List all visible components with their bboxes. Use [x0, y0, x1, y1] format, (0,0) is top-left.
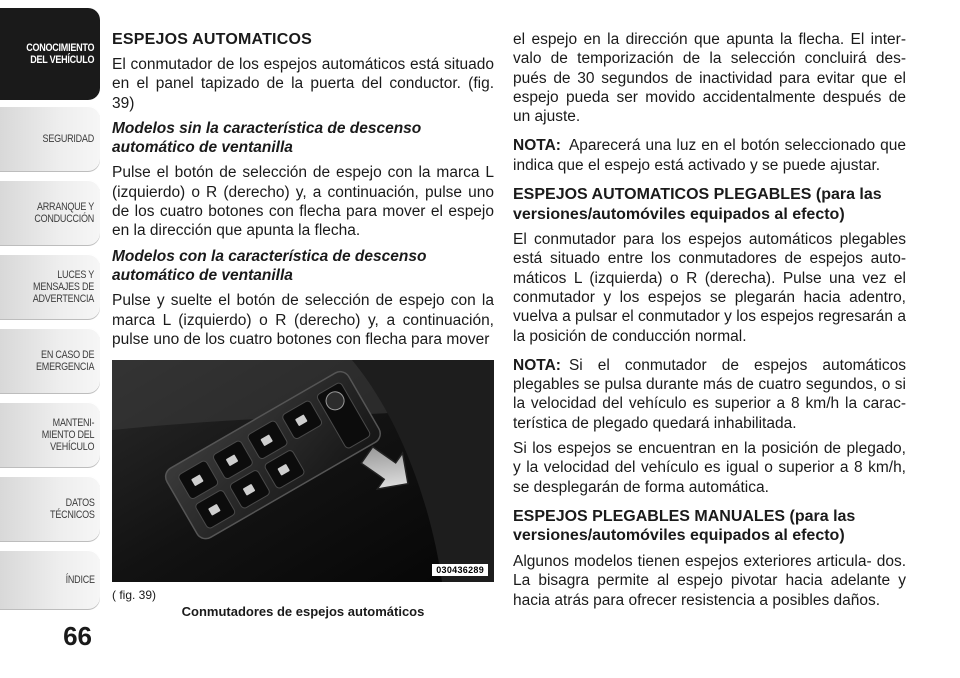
tab-label: MANTENI- MIENTO DEL VEHÍCULO [41, 417, 95, 453]
tab-label: ÍNDICE [65, 574, 95, 586]
tab-label: CONOCIMIENTO DEL VEHÍCULO [26, 42, 95, 66]
body-paragraph: El conmutador para los espejos automáticos plegables está situado entre los conmutadores de espejos auto- máticos L (izquierda) o R (derecha). Pulse una vez el conmutador y los espejos se plegarán hacia adentro, vuelva a pulsar el conmutador y los espejos regresarán a la posición de conducción normal. [513, 231, 906, 345]
tab-datos-tecnicos[interactable] [0, 476, 100, 542]
tab-seguridad[interactable] [0, 106, 100, 172]
note-label: NOTA: [513, 137, 561, 155]
tab-label: ARRANQUE Y CONDUCCIÓN [34, 201, 95, 225]
section-heading: ESPEJOS AUTOMATICOS [112, 31, 312, 48]
tab-mantenimiento[interactable] [0, 402, 100, 468]
tab-en-caso-de-emergencia[interactable] [0, 328, 100, 394]
note-paragraph [513, 356, 906, 433]
note-paragraph [513, 136, 906, 175]
section-heading: ESPEJOS PLEGABLES MANUALES (para las versiones/automóviles equipados al efecto) [513, 507, 856, 545]
right-column [513, 30, 906, 616]
intro-paragraph: El conmutador de los espejos automáticos está situado en el panel tapizado de la puerta del conductor. (fig. 39) [112, 56, 494, 112]
mirror-switch-photo [112, 360, 494, 582]
note-text: Si el conmutador de espejos automáticos plegables se pulsa durante más de cuatro segundos, o si la velocidad del vehículo es superior a 8 km/h la carac- terística de plegado quedará inhabilitada. [513, 356, 906, 432]
tab-arranque-y-conduccion[interactable] [0, 180, 100, 246]
body-paragraph: Pulse y suelte el botón de selección de espejo con la marca L (izquierdo) o R (derecho) y, a continuación, pulse uno de los cuatro botones con flecha para mover [112, 292, 494, 348]
body-paragraph: Si los espejos se encuentran en la posición de plegado, y la velocidad del vehículo es igual o superior a 8 km/h, se desplegarán de forma automática. [513, 440, 906, 496]
tab-label: DATOS TÉCNICOS [49, 497, 95, 521]
tab-conocimiento-del-vehiculo[interactable] [0, 8, 100, 100]
door-panel-illustration [112, 360, 494, 582]
section-heading: ESPEJOS AUTOMATICOS PLEGABLES (para las versiones/automóviles equipados al efecto) [513, 186, 882, 223]
note-text: Aparecerá una luz en el botón seleccionado que indica que el espejo está activado y se puede ajustar. [513, 137, 906, 174]
chapter-sidebar [0, 0, 100, 678]
tab-luces-y-mensajes[interactable] [0, 254, 100, 320]
tab-label: EN CASO DE EMERGENCIA [36, 349, 95, 373]
body-paragraph: Pulse el botón de selección de espejo con la marca L (izquierdo) o R (derecho) y, a continuación, pulse uno de los cuatro botones con flecha para mover el espejo en la dirección que apunta la flecha. [112, 164, 494, 240]
figure-code: 030436289 [432, 564, 488, 576]
note-label: NOTA: [513, 356, 561, 374]
subheading: Modelos con la característica de descenso automático de ventanilla [112, 247, 427, 284]
tab-label: SEGURIDAD [42, 133, 95, 145]
body-paragraph: el espejo en la dirección que apunta la flecha. El inter- valo de temporización de la selección concluirá des- pués de 30 segundos de inactividad para evitar que el espejo pueda ser movido accidentalmente después de un ajuste. [513, 31, 906, 126]
tab-label: LUCES Y MENSAJES DE ADVERTENCIA [32, 269, 95, 305]
body-paragraph: Algunos modelos tienen espejos exteriores articula- dos. La bisagra permite al espejo pivotar hacia adelante y hacia atrás para ofrecer resistencia a posibles daños. [513, 552, 906, 609]
left-column [112, 30, 494, 355]
tab-indice[interactable] [0, 550, 100, 610]
figure-caption: Conmutadores de espejos automáticos [181, 604, 425, 619]
page-number: 66 [63, 621, 92, 651]
figure-reference: ( fig. 39) [112, 588, 157, 602]
subheading: Modelos sin la característica de descenso automático de ventanilla [112, 119, 422, 157]
